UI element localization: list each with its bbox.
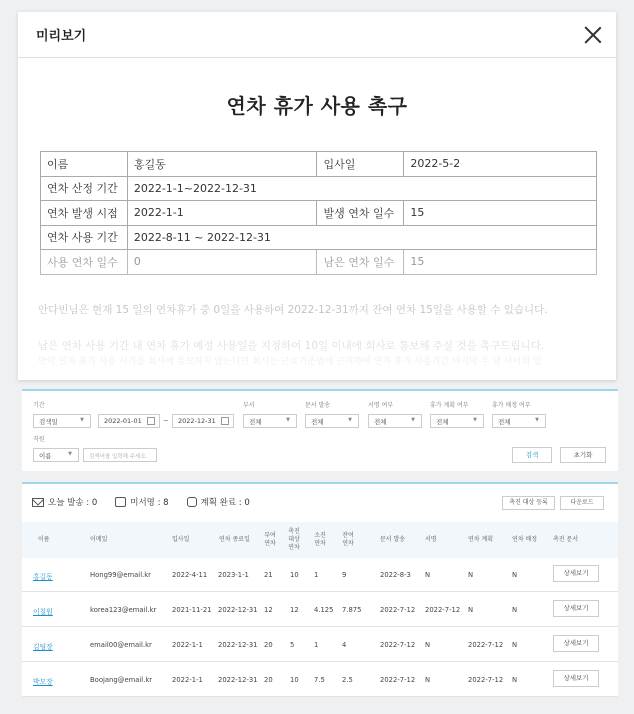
plan-select[interactable] bbox=[430, 414, 484, 428]
table-row bbox=[22, 593, 618, 627]
chevron-down-icon: ▼ bbox=[80, 417, 84, 423]
reset-button[interactable]: 초기화 bbox=[560, 447, 606, 463]
cell-end: 2022-12-31 bbox=[218, 641, 258, 649]
mail-icon bbox=[32, 498, 44, 507]
cell-target: 12 bbox=[290, 606, 299, 614]
detail-view-button[interactable]: 상세보기 bbox=[553, 670, 599, 687]
th-grant: 부여 연차 bbox=[264, 532, 276, 547]
remain-value: 15 bbox=[404, 250, 597, 275]
stat-today bbox=[32, 496, 97, 508]
cell-remain: 7.875 bbox=[342, 606, 362, 614]
cell-used: 7.5 bbox=[314, 676, 325, 684]
cell-sign: N bbox=[425, 641, 431, 649]
date-to-input[interactable] bbox=[172, 414, 234, 428]
stat-planned-text: 계획 완료 : 0 bbox=[200, 498, 250, 508]
dept-label: 부서 bbox=[243, 402, 255, 409]
close-icon[interactable] bbox=[584, 26, 602, 44]
cell-assign: N bbox=[512, 571, 518, 579]
chevron-down-icon: ▼ bbox=[535, 417, 539, 423]
days-label: 발생 연차 일수 bbox=[317, 201, 404, 226]
cell-sign: N bbox=[425, 676, 431, 684]
stat-unsigned-text: 미서명 : 8 bbox=[130, 498, 169, 508]
period-type-select[interactable] bbox=[33, 414, 91, 428]
cell-plan: 2022-7-12 bbox=[468, 676, 504, 684]
cell-end: 2022-12-31 bbox=[218, 606, 258, 614]
cell-remain: 9 bbox=[342, 571, 347, 579]
cell-end: 2022-12-31 bbox=[218, 676, 258, 684]
used-value: 0 bbox=[127, 250, 317, 275]
th-sign: 서명 bbox=[425, 536, 437, 543]
plan-label: 휴가 계획 여부 bbox=[430, 402, 469, 409]
staff-type-select[interactable] bbox=[33, 448, 79, 462]
download-button[interactable]: 다운로드 bbox=[560, 496, 604, 510]
sign-label: 서명 여부 bbox=[368, 402, 394, 409]
notice-text-1: 안다빈님은 현재 15 일의 연차휴가 중 0일을 사용하여 2022-12-31까지 잔여 연차 15일을 사용할 수 있습니다. bbox=[38, 304, 548, 316]
cell-sent: 2022-8-3 bbox=[380, 571, 411, 579]
stat-planned bbox=[187, 496, 250, 508]
cell-plan: N bbox=[468, 606, 474, 614]
th-end: 연차 종료일 bbox=[219, 536, 250, 543]
th-used: 소진 연차 bbox=[314, 532, 326, 547]
check-icon bbox=[187, 497, 197, 507]
cell-used: 1 bbox=[314, 641, 319, 649]
cell-assign: N bbox=[512, 676, 518, 684]
preview-modal bbox=[18, 12, 616, 380]
cell-email: Hong99@email.kr bbox=[90, 571, 151, 579]
assign-value: 전체 bbox=[498, 418, 511, 426]
cell-sent: 2022-7-12 bbox=[380, 606, 416, 614]
cell-email: email00@email.kr bbox=[90, 641, 152, 649]
send-value: 전체 bbox=[311, 418, 324, 426]
notice-text-2: 남은 연차 사용 기간 내 연차 휴가 예정 사용일을 지정하여 10일 이내에 회사로 통보해 주실 것을 촉구드립니다. bbox=[38, 340, 545, 352]
use-period-label: 연차 사용 기간 bbox=[41, 225, 128, 250]
stat-unsigned bbox=[115, 496, 168, 508]
date-from-input[interactable] bbox=[98, 414, 160, 428]
cell-join: 2022-4-11 bbox=[172, 571, 208, 579]
date-separator: ~ bbox=[163, 417, 169, 425]
document-icon bbox=[115, 497, 126, 507]
send-select[interactable] bbox=[305, 414, 359, 428]
sign-select[interactable] bbox=[368, 414, 422, 428]
cell-grant: 20 bbox=[264, 641, 273, 649]
cell-target: 10 bbox=[290, 571, 299, 579]
cell-end: 2023-1-1 bbox=[218, 571, 249, 579]
staff-type-value: 이름 bbox=[39, 452, 52, 460]
cell-assign: N bbox=[512, 641, 518, 649]
filter-panel bbox=[22, 389, 618, 471]
cell-name[interactable]: 홍길동 bbox=[33, 573, 53, 581]
th-remain: 잔여 연차 bbox=[342, 532, 354, 547]
th-join: 입사일 bbox=[172, 536, 190, 543]
cell-target: 10 bbox=[290, 676, 299, 684]
days-value: 15 bbox=[404, 201, 597, 226]
search-button[interactable]: 검색 bbox=[512, 447, 552, 463]
cell-email: korea123@email.kr bbox=[90, 606, 157, 614]
detail-view-button[interactable]: 상세보기 bbox=[553, 600, 599, 617]
cell-email: Boojang@email.kr bbox=[90, 676, 153, 684]
calc-period-value: 2022-1-1~2022-12-31 bbox=[127, 176, 596, 201]
calc-period-label: 연차 산정 기간 bbox=[41, 176, 128, 201]
table-row bbox=[22, 628, 618, 662]
cell-grant: 12 bbox=[264, 606, 273, 614]
leave-info-table bbox=[40, 151, 597, 275]
table-row bbox=[22, 558, 618, 592]
cell-join: 2021-11-21 bbox=[172, 606, 212, 614]
occur-value: 2022-1-1 bbox=[127, 201, 317, 226]
cell-sent: 2022-7-12 bbox=[380, 676, 416, 684]
used-label: 사용 연차 일수 bbox=[41, 250, 128, 275]
date-from-value: 2022-01-01 bbox=[104, 417, 142, 425]
th-assign: 연차 배정 bbox=[512, 536, 538, 543]
cell-plan: 2022-7-12 bbox=[468, 641, 504, 649]
cell-join: 2022-1-1 bbox=[172, 676, 203, 684]
register-target-button[interactable]: 촉진 대상 등록 bbox=[502, 496, 555, 510]
chevron-down-icon: ▼ bbox=[411, 417, 415, 423]
th-doc: 촉진 문서 bbox=[553, 536, 579, 543]
stats-bar bbox=[32, 496, 250, 508]
name-value: 홍길동 bbox=[127, 152, 317, 177]
cell-sign: N bbox=[425, 571, 431, 579]
date-to-value: 2022-12-31 bbox=[178, 417, 216, 425]
table-row bbox=[22, 663, 618, 697]
join-label: 입사일 bbox=[317, 152, 404, 177]
chevron-down-icon: ▼ bbox=[348, 417, 352, 423]
plan-value: 전체 bbox=[436, 418, 449, 426]
cell-plan: N bbox=[468, 571, 474, 579]
th-plan: 연차 계획 bbox=[468, 536, 494, 543]
cell-grant: 21 bbox=[264, 571, 273, 579]
document-title: 연차 휴가 사용 촉구 bbox=[226, 94, 408, 118]
staff-label: 직원 bbox=[33, 436, 45, 443]
th-email: 이메일 bbox=[90, 536, 108, 543]
staff-search-input[interactable] bbox=[83, 448, 157, 462]
cell-join: 2022-1-1 bbox=[172, 641, 203, 649]
use-period-value: 2022-8-11 ~ 2022-12-31 bbox=[127, 225, 596, 250]
period-label: 기간 bbox=[33, 402, 45, 409]
th-name: 이름 bbox=[38, 536, 50, 543]
cell-name[interactable]: 박모장 bbox=[33, 678, 53, 686]
cell-name[interactable]: 이칠원 bbox=[33, 608, 53, 616]
assign-select[interactable] bbox=[492, 414, 546, 428]
cell-target: 5 bbox=[290, 641, 295, 649]
cell-sent: 2022-7-12 bbox=[380, 641, 416, 649]
name-label: 이름 bbox=[41, 152, 128, 177]
sign-value: 전체 bbox=[374, 418, 387, 426]
detail-view-button[interactable]: 상세보기 bbox=[553, 565, 599, 582]
cell-name[interactable]: 김팀장 bbox=[33, 643, 53, 651]
table-header bbox=[22, 522, 618, 558]
send-label: 문서 발송 bbox=[305, 402, 331, 409]
detail-view-button[interactable]: 상세보기 bbox=[553, 635, 599, 652]
period-type-value: 검색일 bbox=[39, 418, 58, 426]
remain-label: 남은 연차 일수 bbox=[317, 250, 404, 275]
occur-label: 연차 발생 시점 bbox=[41, 201, 128, 226]
chevron-down-icon: ▼ bbox=[286, 417, 290, 423]
modal-header bbox=[18, 12, 616, 58]
notice-text-3: 만약 연차 휴가 사용 시기를 회사에 통보하지 않는다면 회사는 근로기준법에 근거하여 연차 휴가 사용기간 마지막 두 달 사이의 일 bbox=[38, 357, 542, 367]
stat-today-text: 오늘 발송 : 0 bbox=[48, 498, 98, 508]
cell-used: 1 bbox=[314, 571, 319, 579]
employee-list-panel bbox=[22, 482, 618, 696]
assign-label: 휴가 배정 여부 bbox=[492, 402, 531, 409]
th-sent: 문서 발송 bbox=[380, 536, 406, 543]
join-value: 2022-5-2 bbox=[404, 152, 597, 177]
calendar-icon bbox=[221, 417, 229, 425]
cell-assign: N bbox=[512, 606, 518, 614]
modal-title: 미리보기 bbox=[36, 29, 87, 44]
chevron-down-icon: ▼ bbox=[473, 417, 477, 423]
dept-value: 전체 bbox=[249, 418, 262, 426]
cell-remain: 4 bbox=[342, 641, 347, 649]
search-placeholder: 검색어를 입력해 주세요. bbox=[89, 454, 148, 460]
th-target: 촉진 대상 연차 bbox=[288, 528, 300, 551]
cell-sign: 2022-7-12 bbox=[425, 606, 461, 614]
dept-select[interactable] bbox=[243, 414, 297, 428]
cell-used: 4.125 bbox=[314, 606, 334, 614]
chevron-down-icon: ▼ bbox=[68, 451, 72, 457]
cell-remain: 2.5 bbox=[342, 676, 353, 684]
calendar-icon bbox=[147, 417, 155, 425]
cell-grant: 20 bbox=[264, 676, 273, 684]
